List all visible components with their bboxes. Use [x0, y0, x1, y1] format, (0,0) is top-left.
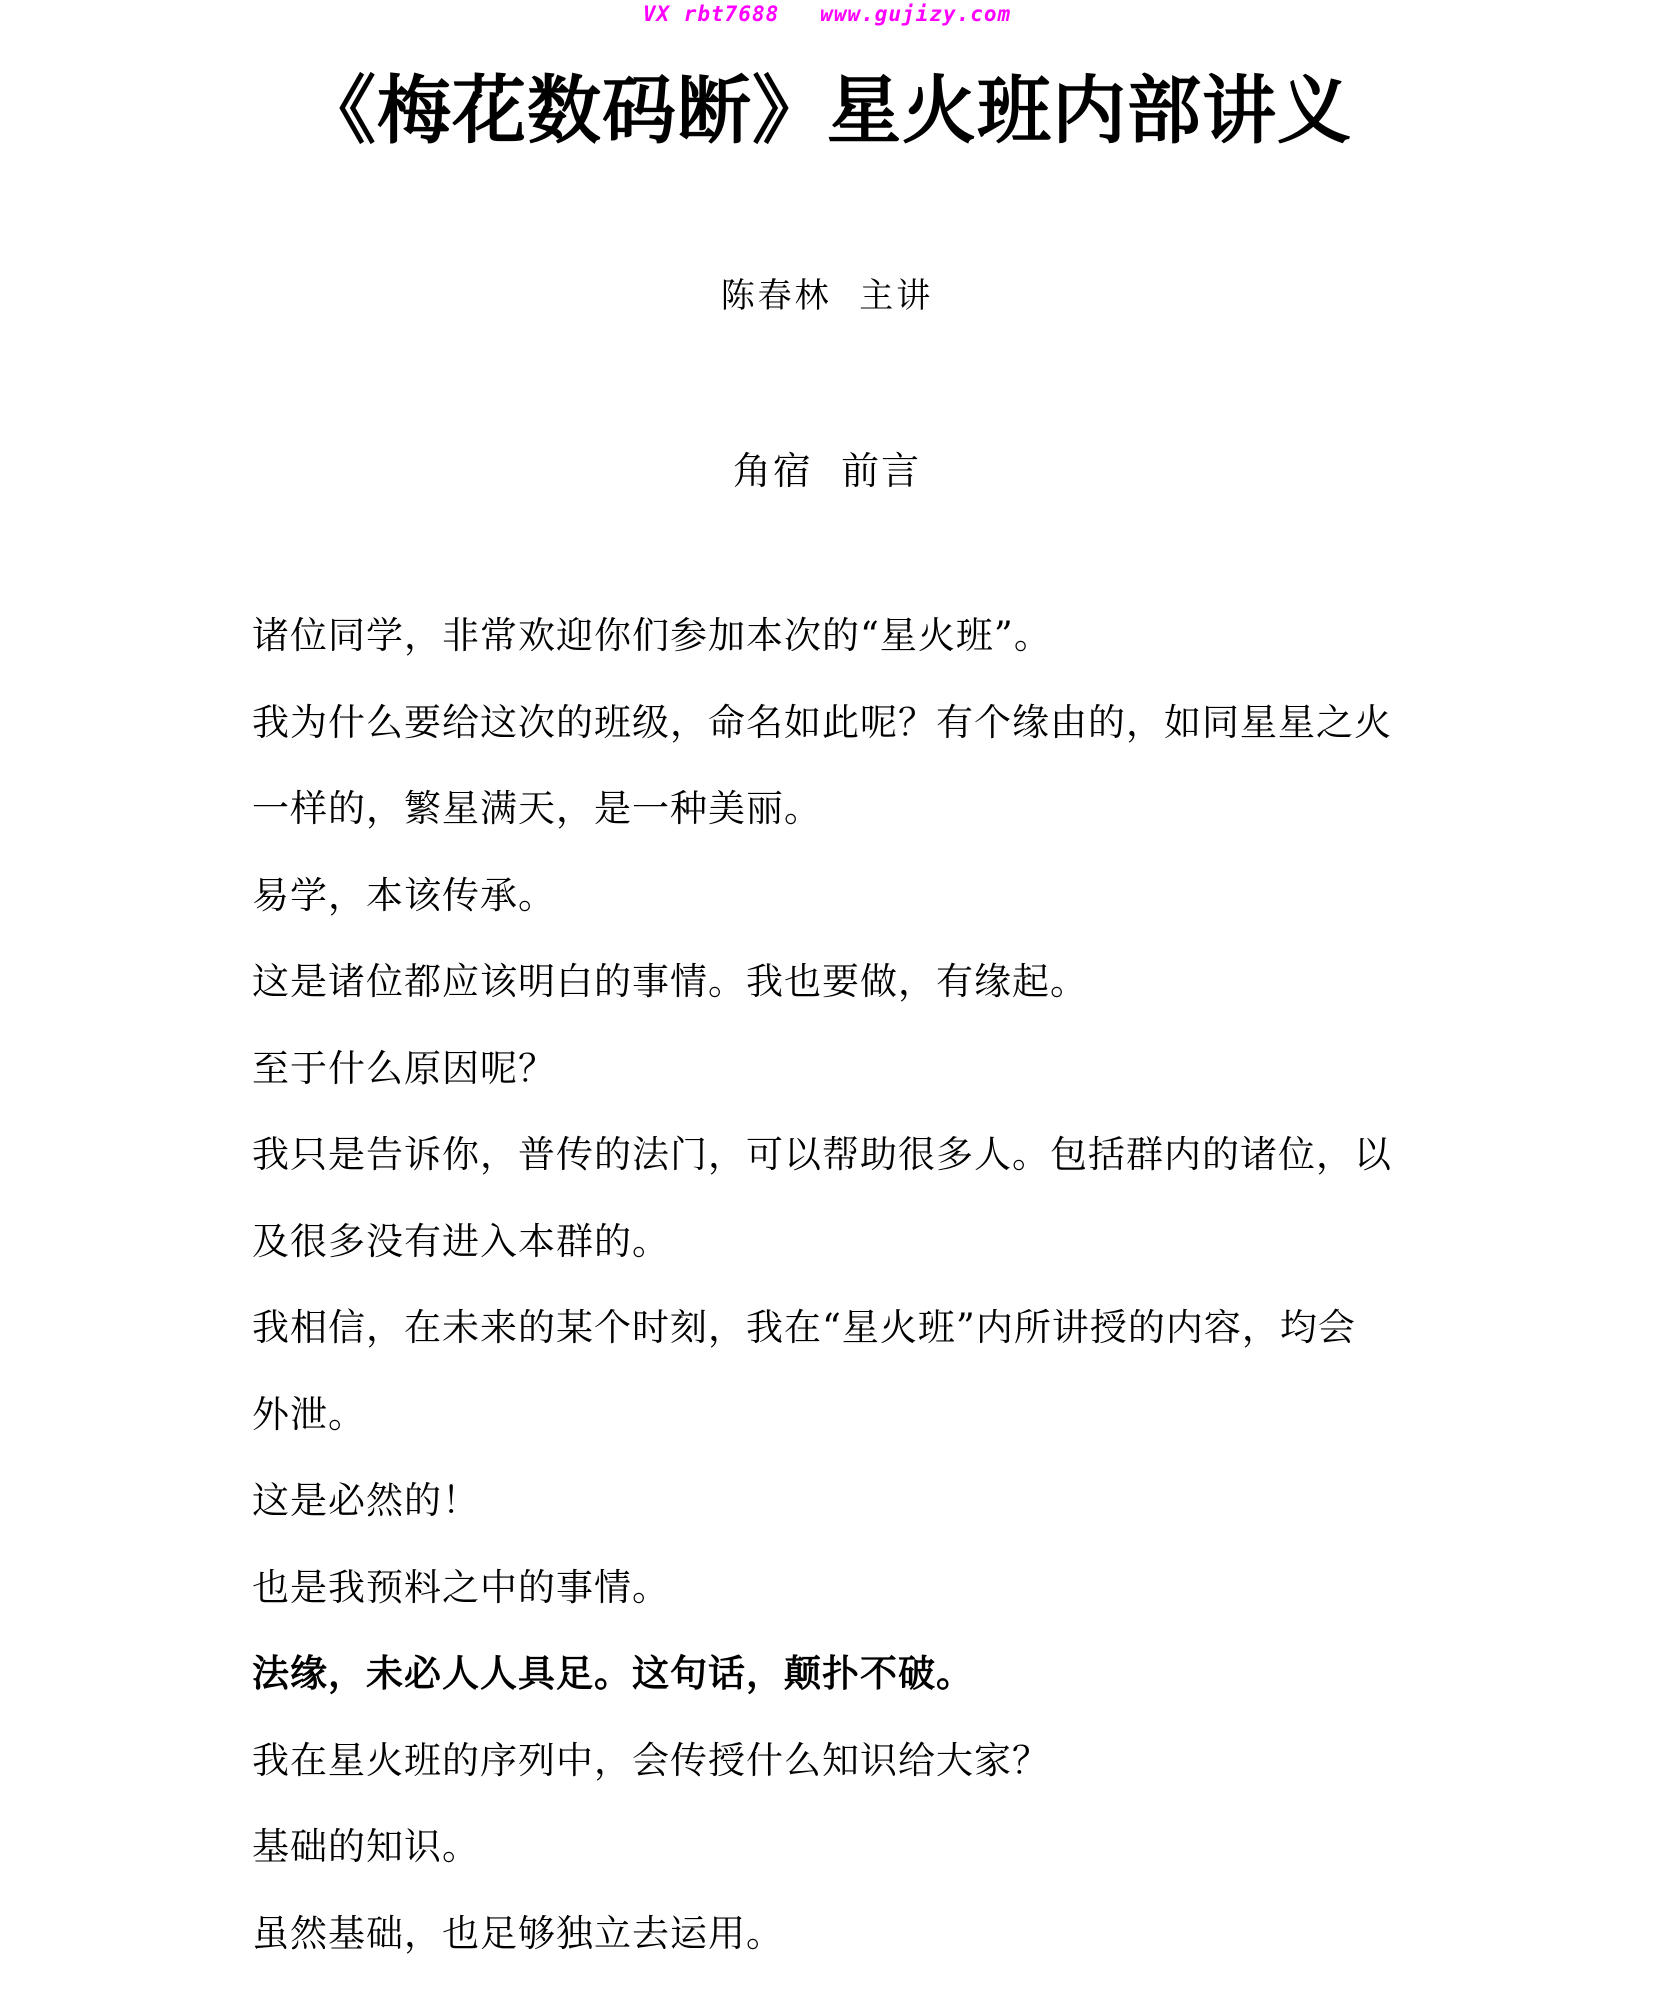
paragraph-line: 我为什么要给这次的班级，命名如此呢？有个缘由的，如同星星之火 [252, 695, 1412, 782]
paragraph-line: 至于什么原因呢？ [252, 1041, 1412, 1128]
paragraph-line: 我只是告诉你，普传的法门，可以帮助很多人。包括群内的诸位，以 [252, 1127, 1412, 1214]
paragraph-line: 诸位同学，非常欢迎你们参加本次的“星火班”。 [252, 608, 1412, 695]
paragraph-line: 外泄。 [252, 1387, 1412, 1474]
paragraph-line: 也是我预料之中的事情。 [252, 1560, 1412, 1647]
document-title: 《梅花数码断》星火班内部讲义 [0, 52, 1654, 158]
paragraph-line: 虽然基础，也足够独立去运用。 [252, 1906, 1412, 1992]
paragraph-line: 我相信，在未来的某个时刻，我在“星火班”内所讲授的内容，均会 [252, 1300, 1412, 1387]
paragraph-line: 这是必然的！ [252, 1473, 1412, 1560]
paragraph-line: 及很多没有进入本群的。 [252, 1214, 1412, 1301]
body-text [252, 608, 1412, 1992]
paragraph-line: 我在星火班的序列中，会传授什么知识给大家？ [252, 1733, 1412, 1820]
paragraph-line: 一样的，繁星满天，是一种美丽。 [252, 781, 1412, 868]
watermark: VX rbt7688 www.gujizy.com [0, 2, 1654, 26]
paragraph-line: 基础的知识。 [252, 1819, 1412, 1906]
paragraph-line: 易学，本该传承。 [252, 868, 1412, 955]
author-line: 陈春林 主讲 [0, 268, 1654, 317]
section-title: 角宿 前言 [0, 440, 1654, 495]
paragraph-line: 这是诸位都应该明白的事情。我也要做，有缘起。 [252, 954, 1412, 1041]
paragraph-line: 法缘，未必人人具足。这句话，颠扑不破。 [252, 1646, 1412, 1733]
